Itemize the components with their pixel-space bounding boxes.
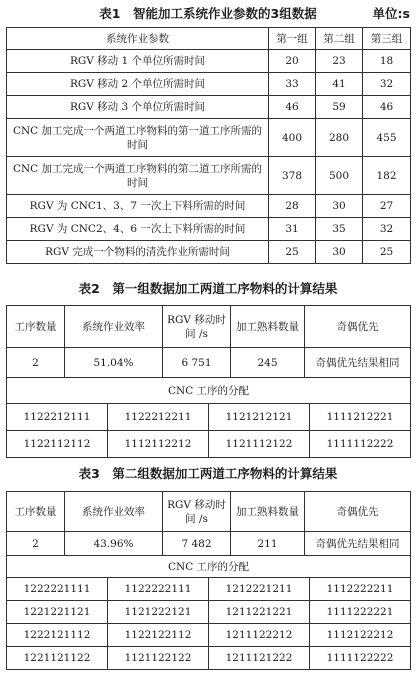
distribution-cell: 1211221221 [209,601,310,624]
table1 [6,27,411,264]
distribution-cell: 1221121122 [7,647,108,670]
distribution-cell: 1122112112 [7,431,108,458]
table3-header-cell: 系统作业效率 [65,492,163,532]
value-cell: 211 [231,532,305,556]
distribution-label-row [7,556,411,578]
value-cell: 46 [269,96,316,119]
table-row [7,624,411,647]
value-cell: 280 [316,119,363,157]
distribution-cell: 1222221111 [7,578,108,601]
value-cell: 51.04% [65,348,163,378]
table-row [7,348,411,378]
table-row [7,195,411,218]
table3-header-cell: 工序数量 [7,492,65,532]
table-row [7,404,411,431]
table3-header-cell: 加工熟料数量 [231,492,305,532]
distribution-cell: 1121212121 [209,404,310,431]
param-label: RGV 为 CNC2、4、6 一次上下料所需的时间 [7,218,269,241]
table1-header-cell: 第二组 [316,28,363,50]
table1-unit: 单位:s [372,6,410,21]
table2-header-cell: 系统作业效率 [65,306,163,348]
value-cell: 43.96% [65,532,163,556]
table-row [7,601,411,624]
value-cell: 6 751 [163,348,231,378]
distribution-cell: 1112122212 [310,624,411,647]
distribution-cell: 1122212211 [108,404,209,431]
table-row [7,50,411,73]
value-cell: 500 [316,157,363,195]
table3-header-cell: RGV 移动时间 /s [163,492,231,532]
distribution-cell: 1122122112 [108,624,209,647]
table2-header-cell: 工序数量 [7,306,65,348]
table1-header-row [7,28,411,50]
table-row [7,431,411,458]
value-cell: 7 482 [163,532,231,556]
distribution-cell: 1121222121 [108,601,209,624]
value-cell: 378 [269,157,316,195]
table-row [7,532,411,556]
value-cell: 400 [269,119,316,157]
param-label: RGV 移动 1 个单位所需时间 [7,50,269,73]
table2-header-row [7,306,411,348]
value-cell: 30 [316,241,363,264]
param-label: RGV 为 CNC1、3、7 一次上下料所需的时间 [7,195,269,218]
table1-caption: 表1 智能加工系统作业参数的3组数据 [99,6,317,21]
distribution-label: CNC 工序的分配 [7,378,411,404]
distribution-label-row [7,378,411,404]
table2-header-cell: 奇偶优先 [305,306,411,348]
table2-header-cell: RGV 移动时间 /s [163,306,231,348]
table2-distribution [6,377,411,458]
table2-caption-row [0,279,416,299]
distribution-cell: 1111222221 [310,601,411,624]
table1-header-cell: 第三组 [363,28,411,50]
param-label: RGV 完成一个物料的清洗作业所需时间 [7,241,269,264]
value-cell: 30 [316,195,363,218]
distribution-label: CNC 工序的分配 [7,556,411,578]
table3-caption: 表3 第二组数据加工两道工序物料的计算结果 [78,466,338,481]
distribution-cell: 1111112222 [310,431,411,458]
distribution-cell: 1212221211 [209,578,310,601]
value-cell: 23 [316,50,363,73]
distribution-cell: 1211121222 [209,647,310,670]
value-cell: 245 [231,348,305,378]
value-cell: 2 [7,532,65,556]
param-label: RGV 移动 3 个单位所需时间 [7,96,269,119]
param-label: CNC 加工完成一个两道工序物料的第二道工序所需的时间 [7,157,269,195]
distribution-cell: 1121112122 [209,431,310,458]
value-cell: 25 [269,241,316,264]
value-cell: 182 [363,157,411,195]
table1-caption-row [0,4,416,24]
value-cell: 35 [316,218,363,241]
table3-caption-row [0,464,416,484]
table-row [7,241,411,264]
param-label: CNC 加工完成一个两道工序物料的第一道工序所需的时间 [7,119,269,157]
distribution-cell: 1122222111 [108,578,209,601]
value-cell: 46 [363,96,411,119]
value-cell: 25 [363,241,411,264]
table3-header-cell: 奇偶优先 [305,492,411,532]
table3-header-row [7,492,411,532]
value-cell: 41 [316,73,363,96]
distribution-cell: 1121122122 [108,647,209,670]
value-cell: 28 [269,195,316,218]
param-label: RGV 移动 2 个单位所需时间 [7,73,269,96]
distribution-cell: 1111122222 [310,647,411,670]
value-cell: 32 [363,218,411,241]
distribution-cell: 1111212221 [310,404,411,431]
distribution-cell: 1211122212 [209,624,310,647]
distribution-cell: 1122212111 [7,404,108,431]
distribution-cell: 1222121112 [7,624,108,647]
value-cell: 20 [269,50,316,73]
distribution-cell: 1112222211 [310,578,411,601]
table-row [7,119,411,157]
value-cell: 奇偶优先结果相同 [305,532,411,556]
value-cell: 27 [363,195,411,218]
table3-distribution [6,555,411,670]
table-row [7,96,411,119]
distribution-cell: 1221221121 [7,601,108,624]
distribution-cell: 1112112212 [108,431,209,458]
value-cell: 32 [363,73,411,96]
value-cell: 33 [269,73,316,96]
table2-caption: 表2 第一组数据加工两道工序物料的计算结果 [78,281,338,296]
value-cell: 31 [269,218,316,241]
table3 [6,491,411,556]
value-cell: 59 [316,96,363,119]
table-row [7,647,411,670]
table1-header-cell: 系统作业参数 [7,28,269,50]
value-cell: 455 [363,119,411,157]
value-cell: 2 [7,348,65,378]
table-row [7,218,411,241]
value-cell: 18 [363,50,411,73]
table-row [7,578,411,601]
table-row [7,73,411,96]
table-row [7,157,411,195]
table2-header-cell: 加工熟料数量 [231,306,305,348]
value-cell: 奇偶优先结果相同 [305,348,411,378]
table2 [6,305,411,378]
table1-header-cell: 第一组 [269,28,316,50]
